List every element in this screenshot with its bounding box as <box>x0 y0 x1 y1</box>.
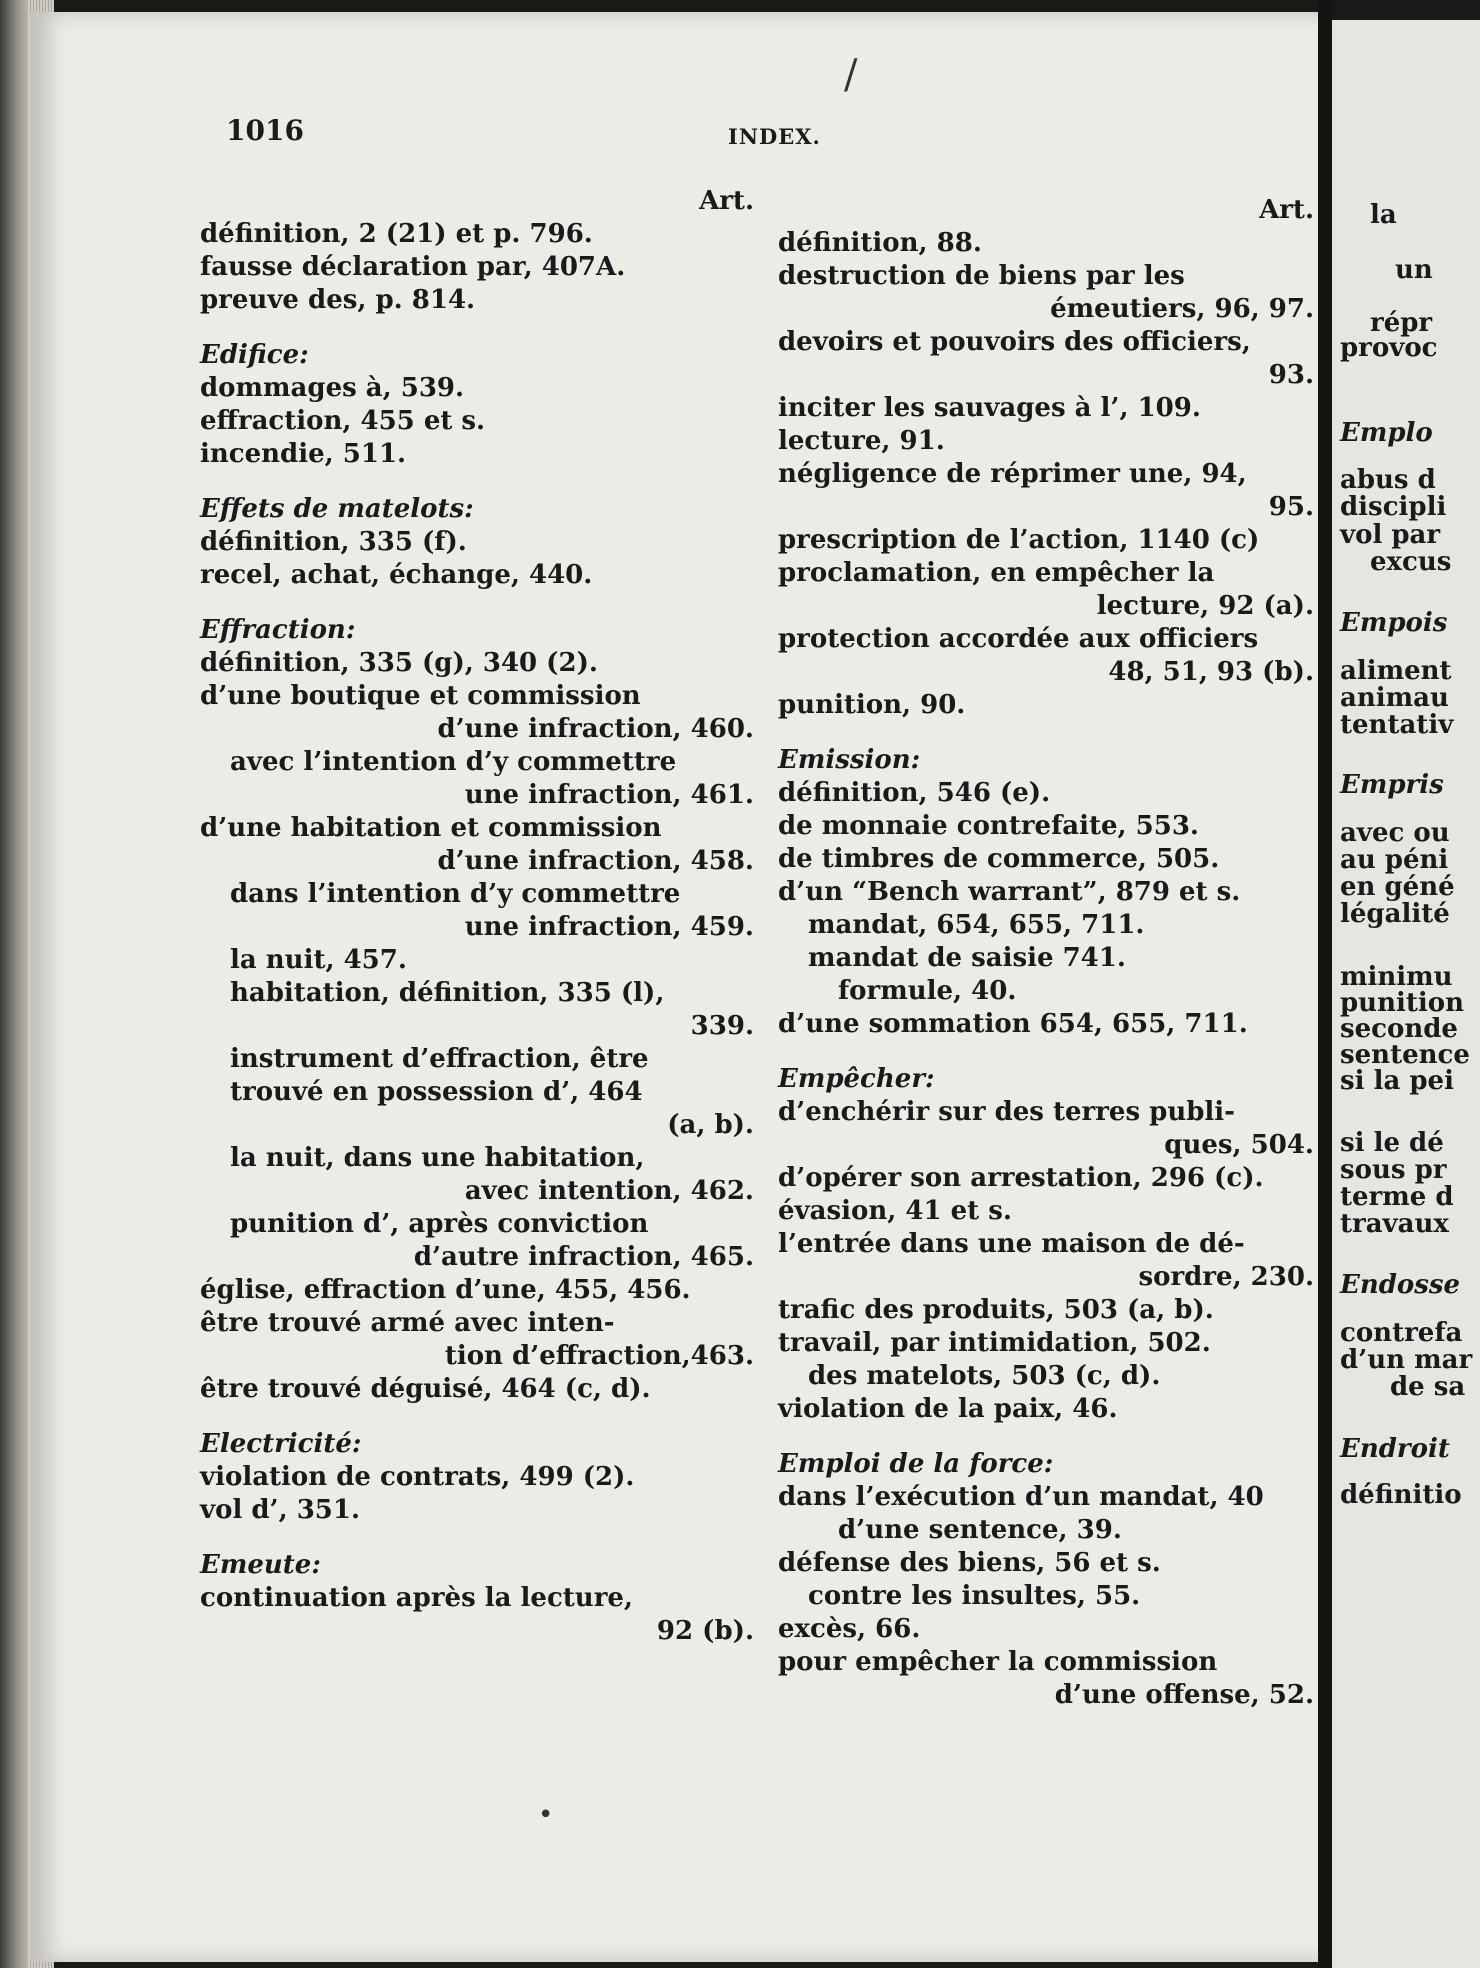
index-entry: lecture, 92 (a). <box>1096 591 1314 621</box>
index-entry: excès, 66. <box>778 1614 921 1644</box>
index-heading: Effraction: <box>200 615 356 645</box>
right-page-fragment: excus <box>1370 547 1452 577</box>
right-page-fragment: travaux <box>1340 1209 1449 1239</box>
index-entry: lecture, 91. <box>778 426 945 456</box>
index-entry: recel, achat, échange, 440. <box>200 560 593 590</box>
page-number: 1016 <box>226 114 304 147</box>
index-entry: sordre, 230. <box>1138 1262 1314 1292</box>
index-entry: la nuit, 457. <box>230 945 407 975</box>
right-page-fragment: définitio <box>1340 1480 1462 1510</box>
right-page-fragment: Empris <box>1340 770 1444 800</box>
index-entry: définition, 88. <box>778 228 982 258</box>
right-page <box>1332 20 1480 1968</box>
index-entry: d’une infraction, 458. <box>437 846 754 876</box>
index-entry: définition, 335 (g), 340 (2). <box>200 648 598 678</box>
index-entry: travail, par intimidation, 502. <box>778 1328 1211 1358</box>
index-entry: 93. <box>1268 360 1314 390</box>
right-page-fragment: au péni <box>1340 845 1449 875</box>
index-heading: Electricité: <box>200 1429 362 1459</box>
index-entry: une infraction, 459. <box>464 912 754 942</box>
index-entry: d’une infraction, 460. <box>437 714 754 744</box>
index-entry: d’une offense, 52. <box>1054 1680 1314 1710</box>
index-heading: Effets de matelots: <box>200 494 474 524</box>
index-entry: 339. <box>690 1011 754 1041</box>
index-entry: effraction, 455 et s. <box>200 406 486 436</box>
index-entry: l’entrée dans une maison de dé- <box>778 1229 1245 1259</box>
index-entry: inciter les sauvages à l’, 109. <box>778 393 1201 423</box>
index-entry: punition d’, après conviction <box>230 1209 649 1239</box>
index-heading: Empêcher: <box>778 1064 935 1094</box>
index-entry: 92 (b). <box>656 1616 754 1646</box>
index-entry: (a, b). <box>667 1110 754 1140</box>
index-entry: trafic des produits, 503 (a, b). <box>778 1295 1214 1325</box>
index-heading: Edifice: <box>200 340 309 370</box>
index-entry: preuve des, p. 814. <box>200 285 476 315</box>
right-page-fragment: sous pr <box>1340 1155 1447 1185</box>
right-page-fragment: abus d <box>1340 465 1436 495</box>
book-edge <box>0 0 28 1968</box>
index-entry: vol d’, 351. <box>200 1495 361 1525</box>
right-page-fragment: si le dé <box>1340 1128 1444 1158</box>
index-entry: d’une boutique et commission <box>200 681 641 711</box>
running-head: INDEX. <box>728 124 821 149</box>
index-entry: destruction de biens par les <box>778 261 1185 291</box>
ink-dot: • <box>538 1800 554 1830</box>
right-page-fragment: provoc <box>1340 333 1438 363</box>
index-entry: devoirs et pouvoirs des officiers, <box>778 327 1251 357</box>
index-column-2 <box>778 194 1314 1712</box>
index-entry: définition, 335 (f). <box>200 527 467 557</box>
index-entry: formule, 40. <box>838 976 1017 1006</box>
index-entry: d’opérer son arrestation, 296 (c). <box>778 1163 1264 1193</box>
index-entry: dans l’intention d’y commettre <box>230 879 681 909</box>
right-page-fragment: Empois <box>1340 608 1448 638</box>
right-page-fragment: discipli <box>1340 492 1447 522</box>
index-entry: violation de contrats, 499 (2). <box>200 1462 635 1492</box>
index-entry: protection accordée aux officiers <box>778 624 1259 654</box>
right-page-fragment: aliment <box>1340 656 1452 686</box>
right-page-fragment: punition <box>1340 988 1464 1018</box>
index-entry: d’enchérir sur des terres publi- <box>778 1097 1235 1127</box>
index-entry: définition, 2 (21) et p. 796. <box>200 219 593 249</box>
index-entry: définition, 546 (e). <box>778 778 1051 808</box>
index-entry: mandat de saisie 741. <box>808 943 1126 973</box>
right-page-fragment: Emplo <box>1340 418 1433 448</box>
right-page-fragment: en géné <box>1340 872 1455 902</box>
index-entry: 48, 51, 93 (b). <box>1108 657 1314 687</box>
index-entry: proclamation, en empêcher la <box>778 558 1215 588</box>
book-spine <box>1318 0 1332 1968</box>
index-entry: avec l’intention d’y commettre <box>230 747 677 777</box>
index-entry: prescription de l’action, 1140 (c) <box>778 525 1260 555</box>
art-label: Art. <box>699 186 754 216</box>
right-page-fragment: animau <box>1340 683 1449 713</box>
index-heading: Emploi de la force: <box>778 1449 1054 1479</box>
index-entry: d’autre infraction, 465. <box>413 1242 754 1272</box>
index-entry: mandat, 654, 655, 711. <box>808 910 1145 940</box>
index-entry: être trouvé armé avec inten- <box>200 1308 615 1338</box>
index-entry: dans l’exécution d’un mandat, 40 <box>778 1482 1264 1512</box>
index-entry: instrument d’effraction, être <box>230 1044 649 1074</box>
index-entry: évasion, 41 et s. <box>778 1196 1012 1226</box>
index-entry: émeutiers, 96, 97. <box>1050 294 1314 324</box>
index-entry: pour empêcher la commission <box>778 1647 1218 1677</box>
index-entry: incendie, 511. <box>200 439 407 469</box>
index-entry: des matelots, 503 (c, d). <box>808 1361 1161 1391</box>
index-entry: habitation, définition, 335 (l), <box>230 978 665 1008</box>
index-entry: violation de la paix, 46. <box>778 1394 1118 1424</box>
index-entry: la nuit, dans une habitation, <box>230 1143 645 1173</box>
right-page-fragment: un <box>1395 255 1433 285</box>
index-entry: tion d’effraction,463. <box>444 1341 754 1371</box>
index-entry: de timbres de commerce, 505. <box>778 844 1220 874</box>
right-page-fragment: terme d <box>1340 1182 1454 1212</box>
index-heading: Emeute: <box>200 1550 321 1580</box>
index-entry: fausse déclaration par, 407A. <box>200 252 626 282</box>
right-page-fragment: seconde <box>1340 1014 1458 1044</box>
index-entry: 95. <box>1268 492 1314 522</box>
right-page-fragment: avec ou <box>1340 818 1450 848</box>
index-entry: défense des biens, 56 et s. <box>778 1548 1161 1578</box>
right-page-fragment: répr <box>1370 308 1433 338</box>
index-entry: être trouvé déguisé, 464 (c, d). <box>200 1374 651 1404</box>
index-entry: d’une sommation 654, 655, 711. <box>778 1009 1248 1039</box>
index-column-1 <box>200 185 754 1648</box>
index-entry: contre les insultes, 55. <box>808 1581 1141 1611</box>
right-page-fragment: légalité <box>1340 899 1450 929</box>
right-page-fragment: tentativ <box>1340 710 1454 740</box>
index-entry: d’un “Bench warrant”, 879 et s. <box>778 877 1241 907</box>
page-header <box>226 114 1306 154</box>
index-entry: une infraction, 461. <box>464 780 754 810</box>
right-page-fragment: d’un mar <box>1340 1345 1473 1375</box>
index-entry: punition, 90. <box>778 690 966 720</box>
index-entry: de monnaie contrefaite, 553. <box>778 811 1199 841</box>
right-page-fragment: si la pei <box>1340 1066 1454 1096</box>
index-entry: église, effraction d’une, 455, 456. <box>200 1275 691 1305</box>
right-page-fragment: sentence <box>1340 1040 1470 1070</box>
index-entry: d’une sentence, 39. <box>838 1515 1122 1545</box>
index-entry: dommages à, 539. <box>200 373 465 403</box>
index-entry: continuation après la lecture, <box>200 1583 633 1613</box>
index-entry: d’une habitation et commission <box>200 813 662 843</box>
right-page-fragment: Endroit <box>1340 1434 1450 1464</box>
right-page-fragment: minimu <box>1340 962 1453 992</box>
art-label: Art. <box>1259 195 1314 225</box>
right-page-fragment: la <box>1370 200 1397 230</box>
right-page-fragment: vol par <box>1340 520 1441 550</box>
index-entry: trouvé en possession d’, 464 <box>230 1077 643 1107</box>
right-page-fragment: contrefa <box>1340 1318 1463 1348</box>
pencil-mark: / <box>844 52 858 98</box>
index-entry: avec intention, 462. <box>464 1176 754 1206</box>
index-entry: ques, 504. <box>1164 1130 1314 1160</box>
column-entries <box>200 218 754 1648</box>
right-page-fragment: Endosse <box>1340 1270 1461 1300</box>
column-entries <box>778 227 1314 1712</box>
index-heading: Emission: <box>778 745 921 775</box>
right-page-fragment: de sa <box>1390 1372 1466 1402</box>
index-entry: négligence de réprimer une, 94, <box>778 459 1247 489</box>
